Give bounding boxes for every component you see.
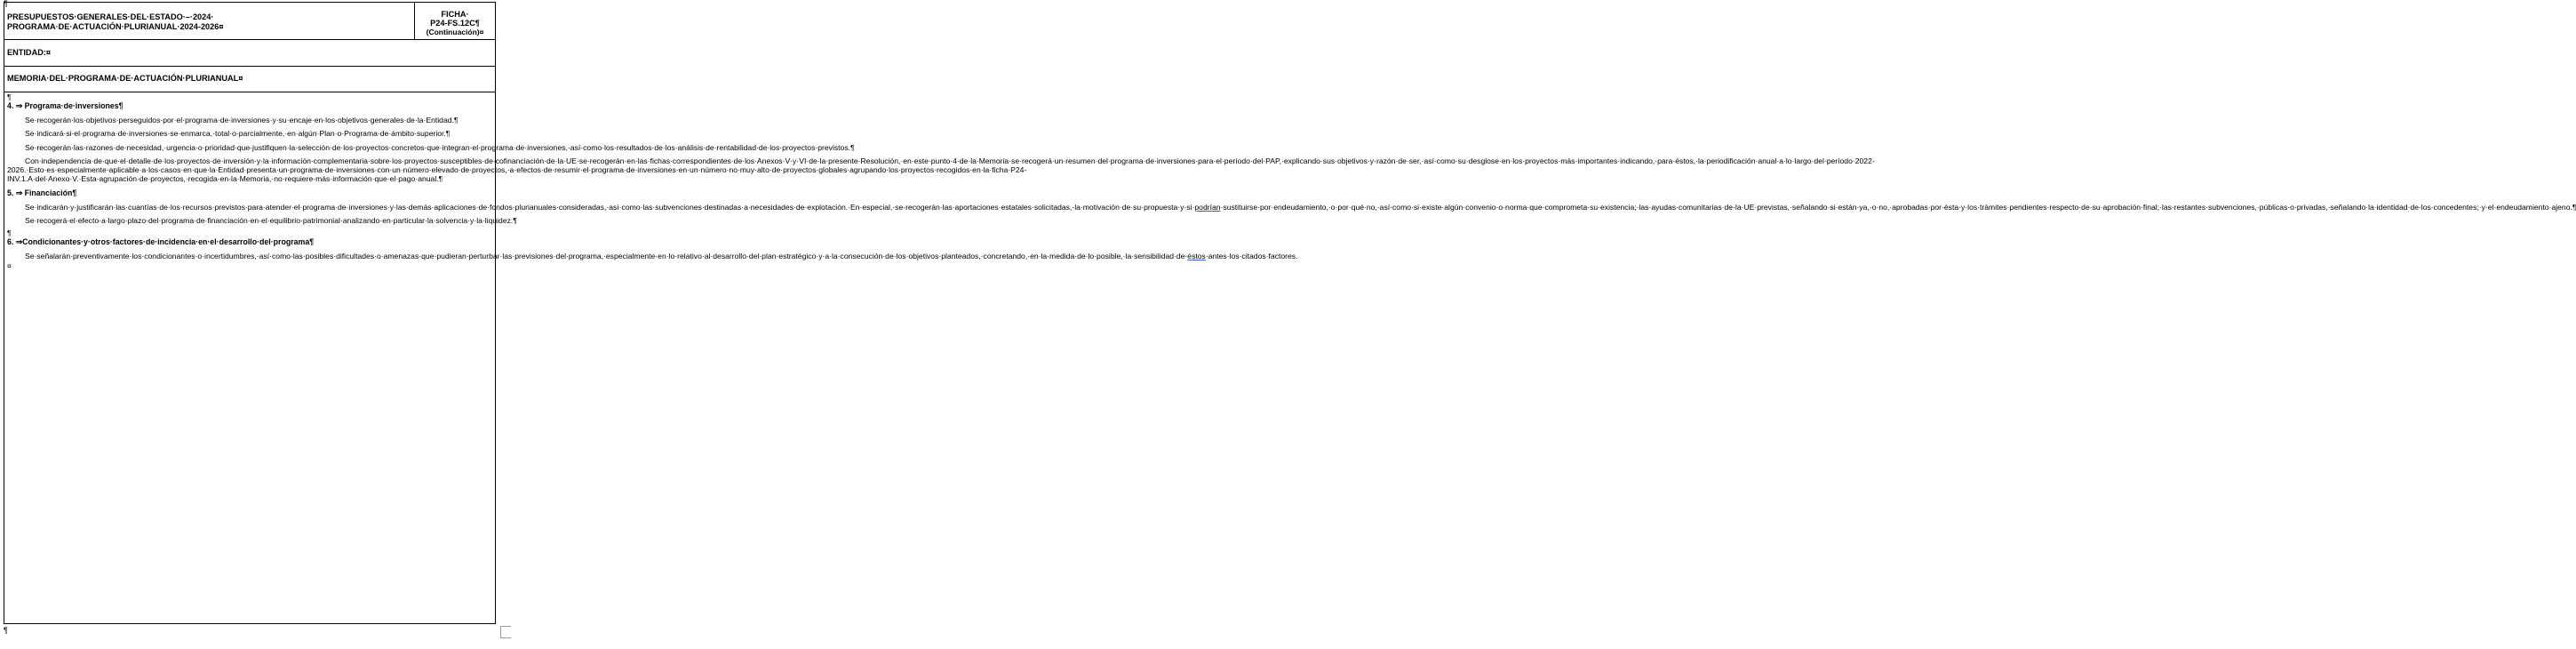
- ficha-continuation: (Continuación)¤: [426, 28, 484, 36]
- paragraph-mark: ¶: [7, 92, 12, 101]
- entidad-label: ENTIDAD:¤: [7, 48, 52, 57]
- section-4-paragraph: Se·indicará·si·el·programa·de·inversiones·se·enmarca,·total·o·parcialmente,·en·algún·Plan·o·Programa·de·ámbito·superior.¶: [25, 129, 451, 139]
- paragraph-mark: ¶: [7, 228, 12, 238]
- section-4-paragraph: Se·recogerán·los·objetivos·perseguidos·por·el·programa·de·inversiones·y·su·encaje·en·los·objetivos·generales·de·la·Entidad.¶: [25, 116, 459, 124]
- spellcheck-word: podrían: [1194, 202, 1221, 212]
- section-6-paragraph: Se·señalarán·preventivamente·los·condicionantes·o·incertidumbres,·así·como·las·posibles·dificultades·o·amenazas·que·pudieran·perturbar·las·previsiones·del·programa,·especialmente·en·lo·relativo·al·desarrollo·del·plan·estratégico·y·a·la·consecución·de·los·objetivos·planteados,·concretando,·en·la·medida·de·lo·posible,·la·sensibilidad·de·éstos·antes·los·citados·factores.¤: [7, 252, 1298, 270]
- memoria-content: [7, 92, 2576, 275]
- spellcheck-word: éstos: [1187, 252, 1206, 261]
- section-5-heading: 5. ⇒ Financiación¶: [7, 188, 77, 197]
- section-6-heading: 6. ⇒Condicionantes·y·otros·factores·de·incidencia·en·el·desarrollo·del·programa¶: [7, 237, 315, 247]
- section-4-paragraph: Se·recogerán·las·razones·de·necesidad,·urgencia·o·prioridad·que·justifiquen·la·selección·de·los·proyectos·concretos·que·integran·el·programa·de·inversiones,·así·como·los·resultados·de·los·análisis·de·rentabilidad·de·los·proyectos·previstos.¶: [25, 142, 855, 152]
- header-title-cell: [4, 3, 415, 39]
- section-4-paragraph: Con·independencia·de·que·el·detalle·de·los·proyectos·de·inversión·y·la·información·complementaria·sobre·los·proyectos·susceptibles·de·cofinanciación·de·la·UE·se·recogerán·en·las·fichas·correspondientes·de·los·Anexos·V·y·VI·de·la·presente·Resolución,·en·este·punto·4·de·la·Memoria·se·recogerá·un·resumen·del·programa·de·inversiones·para·el·período·del·PAP,·explicando·sus·objetivos·y·razón·de·ser,·así·como·su·desglose·en·los·proyectos·más·importantes·indicando,·para·éstos,·la·periodificación·anual·a·lo·largo·del·período·2022-2026.·Esto·es·especialmente·aplicable·a·los·casos·en·que·la·Entidad·presenta·un·programa·de·inversiones·con·un·número·elevado·de·proyectos,·a·efectos·de·resumir·el·programa·de·inversiones·en·un·número·no·muy·alto·de·proyectos·globales·agrupando·los·proyectos·recogidos·en·la·ficha·P24-INV.1.A·del·Anexo·V.·Esta·agrupación·de·proyectos,·recogida·en·la·Memoria,·no·requiere·más·información·que·el·pago·anual.¶: [7, 156, 1875, 184]
- header-line-1: PRESUPUESTOS·GENERALES·DEL·ESTADO·–·2024·: [7, 12, 214, 21]
- ficha-code: P24-FS.12C¶: [430, 19, 480, 28]
- divider: [4, 39, 495, 40]
- section-5-paragraph: Se·indicarán·y·justificarán·las·cuantías·de·los·recursos·previstos·para·atender·el·programa·de·inversiones·y·las·demás·aplicaciones·de·fondos·plurianuales·consideradas,·así·como·las·subvenciones·destinadas·a·necesidades·de·explotación.·En·especial,·se·recogerán·las·aportaciones·estatales·solicitadas,·la·motivación·de·su·propuesta·y·si·podrían·sustituirse·por·endeudamiento,·o·por·qué·no,·así·como·si·existe·algún·convenio·o·norma·que·comprometa·su·existencia;·las·ayudas·comunitarias·de·la·UE·previstas,·señalando·si·están·ya,·o·no,·aprobadas·por·ésta·y·los·trámites·pendientes·respecto·de·su·aprobación·final;·las·restantes·subvenciones,·públicas·o·privadas,·señalando·la·identidad·de·los·concedentes;·y·el·endeudamiento·ajeno.¶: [25, 202, 2576, 212]
- form-frame: [4, 2, 2576, 624]
- divider: [4, 66, 495, 67]
- section-4-heading: 4. ⇒ Programa·de·inversiones¶: [7, 101, 124, 110]
- paragraph-mark: ¶: [4, 626, 8, 635]
- ficha-label: FICHA·: [441, 10, 469, 19]
- header-line-2: PROGRAMA·DE·ACTUACIÓN·PLURIANUAL·2024-2026¤: [7, 22, 224, 31]
- page-corner-marker: [500, 626, 511, 638]
- paragraph-mark: ¶: [4, 0, 8, 8]
- section-5-paragraph: Se·recogerá·el·efecto·a·largo·plazo·del·programa·de·financiación·en·el·equilibrio·patrimonial·analizando·en·particular·la·solvencia·y·la·liquidez.¶: [25, 216, 517, 226]
- memoria-title: MEMORIA·DEL·PROGRAMA·DE·ACTUACIÓN·PLURIANUAL¤: [7, 74, 243, 83]
- ficha-cell: [415, 3, 495, 39]
